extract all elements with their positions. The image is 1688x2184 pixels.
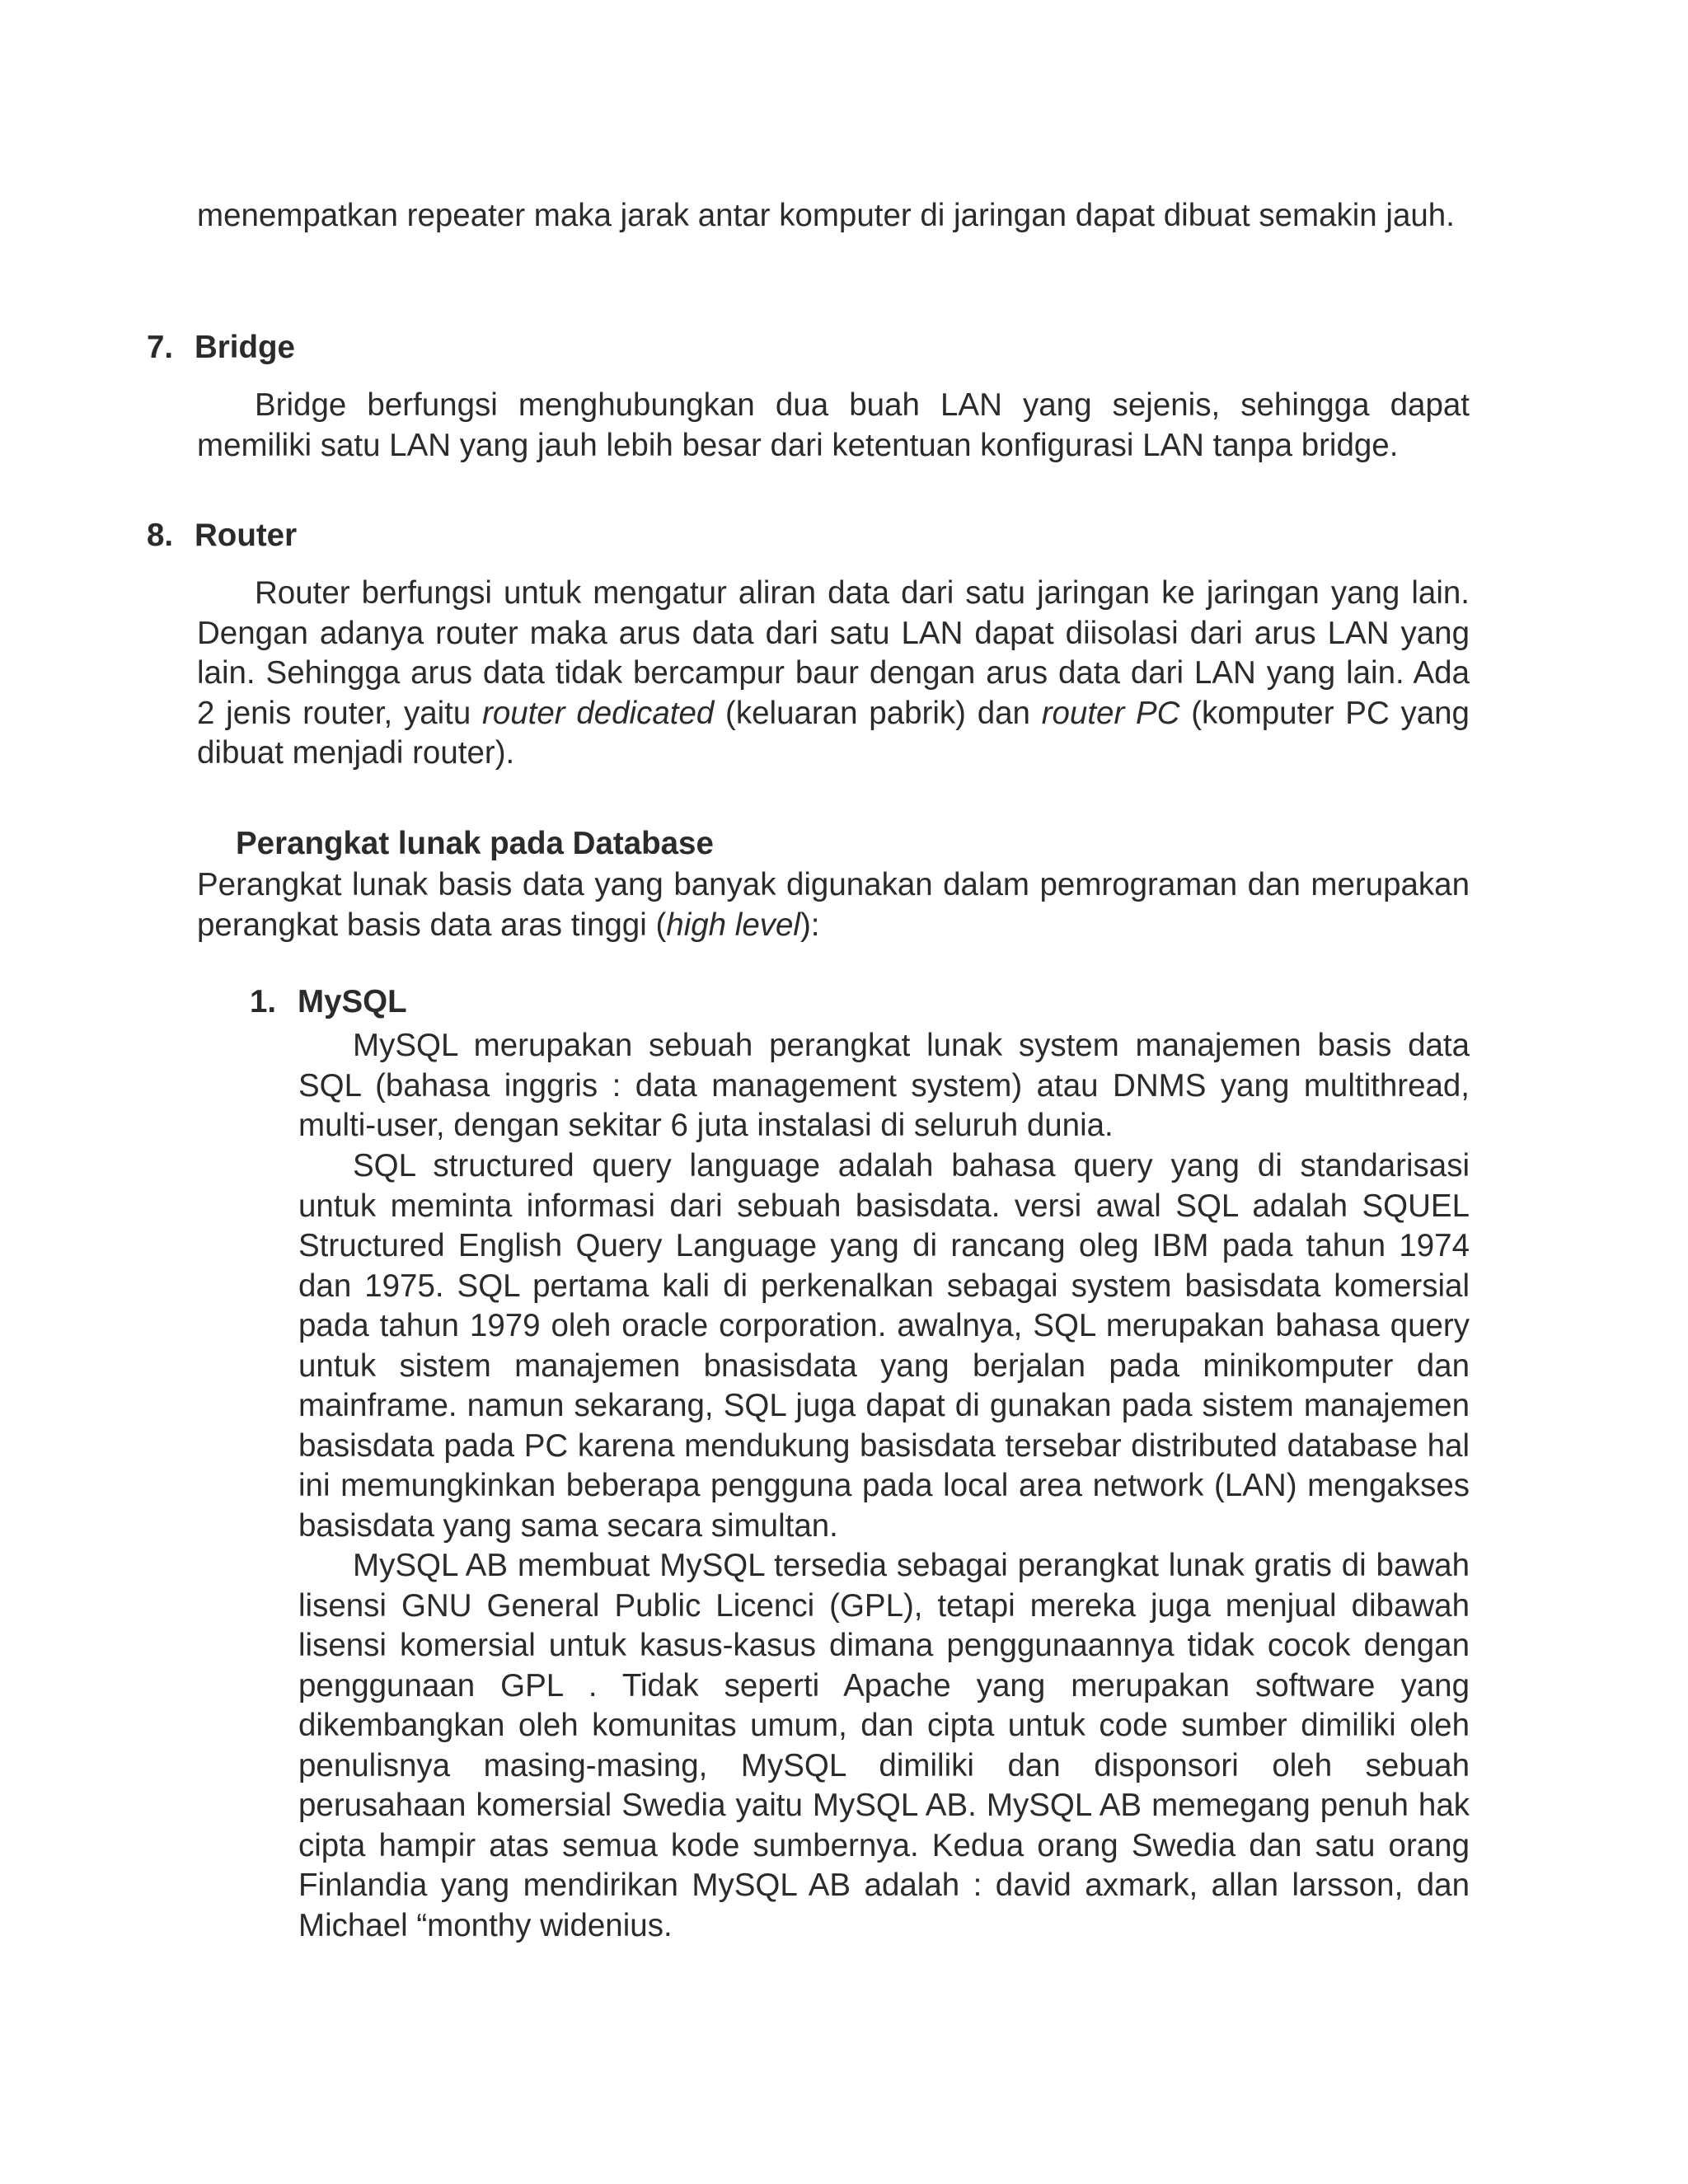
software-intro-text-1: Perangkat lunak basis data yang banyak digunakan dalam pemrograman dan merupakan perangkat basis data aras tinggi (	[197, 867, 1470, 943]
mysql-paragraph-2: SQL structured query language adalah bahasa query yang di standarisasi untuk meminta informasi dari sebuah basisdata. versi awal SQL adalah SQUEL Structured English Query Language yang di rancang oleg IBM pada tahun 1974 dan 1975. SQL pertama kali di perkenalkan sebagai system basisdata komersial pada tahun 1979 oleh oracle corporation. awalnya, SQL merupakan bahasa query untuk sistem manajemen bnasisdata yang berjalan pada minikomputer dan mainframe. namun sekarang, SQL juga dapat di gunakan pada sistem manajemen basisdata pada PC karena mendukung basisdata tersebar distributed database hal ini memungkinkan beberapa pengguna pada local area network (LAN) mengakses basisdata yang sama secara simultan.	[298, 1148, 1470, 1544]
router-text-2: (keluaran pabrik) dan	[714, 695, 1042, 731]
bridge-paragraph: Bridge berfungsi menghubungkan dua buah LAN yang sejenis, sehingga dapat memiliki satu LAN yang jauh lebih besar dari ketentuan konfigurasi LAN tanpa bridge.	[197, 387, 1470, 463]
high-level-term: high level	[666, 907, 800, 943]
router-text-1: Router berfungsi untuk mengatur aliran data dari satu jaringan ke jaringan yang lain. Dengan adanya router maka arus data dari satu LAN dapat diisolasi dari arus LAN yang lain. Sehingga arus data tidak bercampur baur dengan arus data dari LAN yang lain. Ada 2 jenis router, yaitu	[197, 575, 1470, 731]
bridge-number: 7.	[147, 330, 174, 365]
router-dedicated-term: router dedicated	[482, 695, 715, 731]
router-text-3: (komputer PC yang dibuat menjadi router).	[197, 695, 1470, 771]
router-heading	[147, 516, 297, 555]
bridge-title: Bridge	[195, 330, 295, 365]
intro-paragraph: menempatkan repeater maka jarak antar komputer di jaringan dapat dibuat semakin jauh.	[197, 198, 1455, 233]
router-paragraph	[197, 574, 1470, 774]
router-title: Router	[195, 518, 298, 553]
mysql-paragraph-3: MySQL AB membuat MySQL tersedia sebagai perangkat lunak gratis di bawah lisensi GNU General Public Licenci (GPL), tetapi mereka juga menjual dibawah lisensi komersial untuk kasus-kasus dimana penggunaannya tidak cocok dengan penggunaan GPL . Tidak seperti Apache yang merupakan software yang dikembangkan oleh komunitas umum, dan cipta untuk code sumber dimiliki oleh penulisnya masing-masing, MySQL dimiliki dan disponsori oleh sebuah perusahaan komersial Swedia yaitu MySQL AB. MySQL AB memegang penuh hak cipta hampir atas semua kode sumbernya. Kedua orang Swedia dan satu orang Finlandia yang mendirikan MySQL AB adalah : david axmark, allan larsson, dan Michael “monthy widenius.	[298, 1548, 1470, 1943]
bridge-heading	[147, 328, 295, 368]
software-heading: Perangkat lunak pada Database	[236, 826, 714, 861]
mysql-number: 1.	[250, 984, 277, 1019]
mysql-heading	[250, 982, 407, 1022]
software-intro-text-2: ):	[799, 907, 820, 943]
mysql-paragraph-1: MySQL merupakan sebuah perangkat lunak system manajemen basis data SQL (bahasa inggris : data management system) atau DNMS yang multithread, multi-user, dengan sekitar 6 juta instalasi di seluruh dunia.	[298, 1028, 1470, 1143]
router-pc-term: router PC	[1041, 695, 1180, 731]
router-number: 8.	[147, 518, 174, 553]
software-intro-paragraph	[197, 865, 1470, 945]
mysql-title: MySQL	[298, 984, 407, 1019]
